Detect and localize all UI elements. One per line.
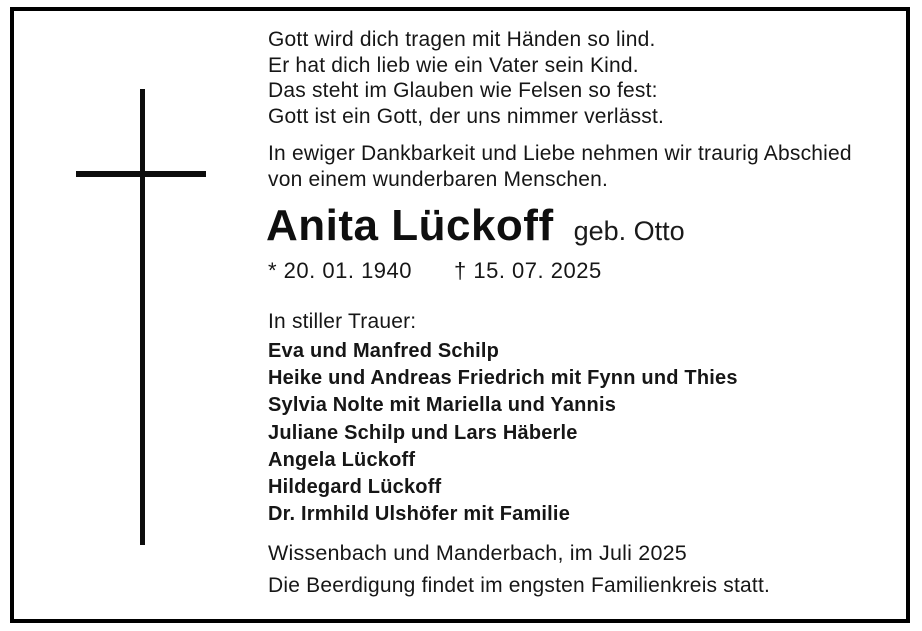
mourner-name: Juliane Schilp und Lars Häberle <box>268 421 578 444</box>
mourners-heading: In stiller Trauer: <box>268 310 417 333</box>
deceased-name-row <box>266 201 685 251</box>
mourner-name: Sylvia Nolte mit Mariella und Yannis <box>268 394 617 417</box>
death-date: † 15. 07. 2025 <box>454 258 602 283</box>
mourner-name: Hildegard Lückoff <box>268 476 442 499</box>
farewell-intro-line: von einem wunderbaren Menschen. <box>268 168 609 191</box>
place-and-date: Wissenbach und Manderbach, im Juli 2025 <box>268 541 687 565</box>
farewell-intro <box>268 141 852 193</box>
birth-date: * 20. 01. 1940 <box>268 258 413 283</box>
farewell-intro-line: In ewiger Dankbarkeit und Liebe nehmen wir traurig Abschied <box>268 142 852 165</box>
poem-line: Gott wird dich tragen mit Händen so lind. <box>268 28 656 51</box>
deceased-maiden-name: geb. Otto <box>573 216 685 246</box>
deceased-name: Anita Lückoff <box>266 201 554 250</box>
poem-line: Er hat dich lieb wie ein Vater sein Kind. <box>268 53 639 77</box>
life-dates <box>268 258 602 284</box>
mourner-name: Angela Lückoff <box>268 448 416 471</box>
poem-line: Gott ist ein Gott, der uns nimmer verlässt. <box>268 104 665 128</box>
funeral-note: Die Beerdigung findet im engsten Familienkreis statt. <box>268 574 771 597</box>
mourner-name: Heike und Andreas Friedrich mit Fynn und Thies <box>268 367 738 390</box>
mourners-list <box>268 338 738 528</box>
mourner-name: Dr. Irmhild Ulshöfer mit Familie <box>268 503 571 526</box>
mourner-name: Eva und Manfred Schilp <box>268 340 500 362</box>
poem-verse <box>268 27 664 129</box>
poem-line: Das steht im Glauben wie Felsen so fest: <box>268 79 658 102</box>
